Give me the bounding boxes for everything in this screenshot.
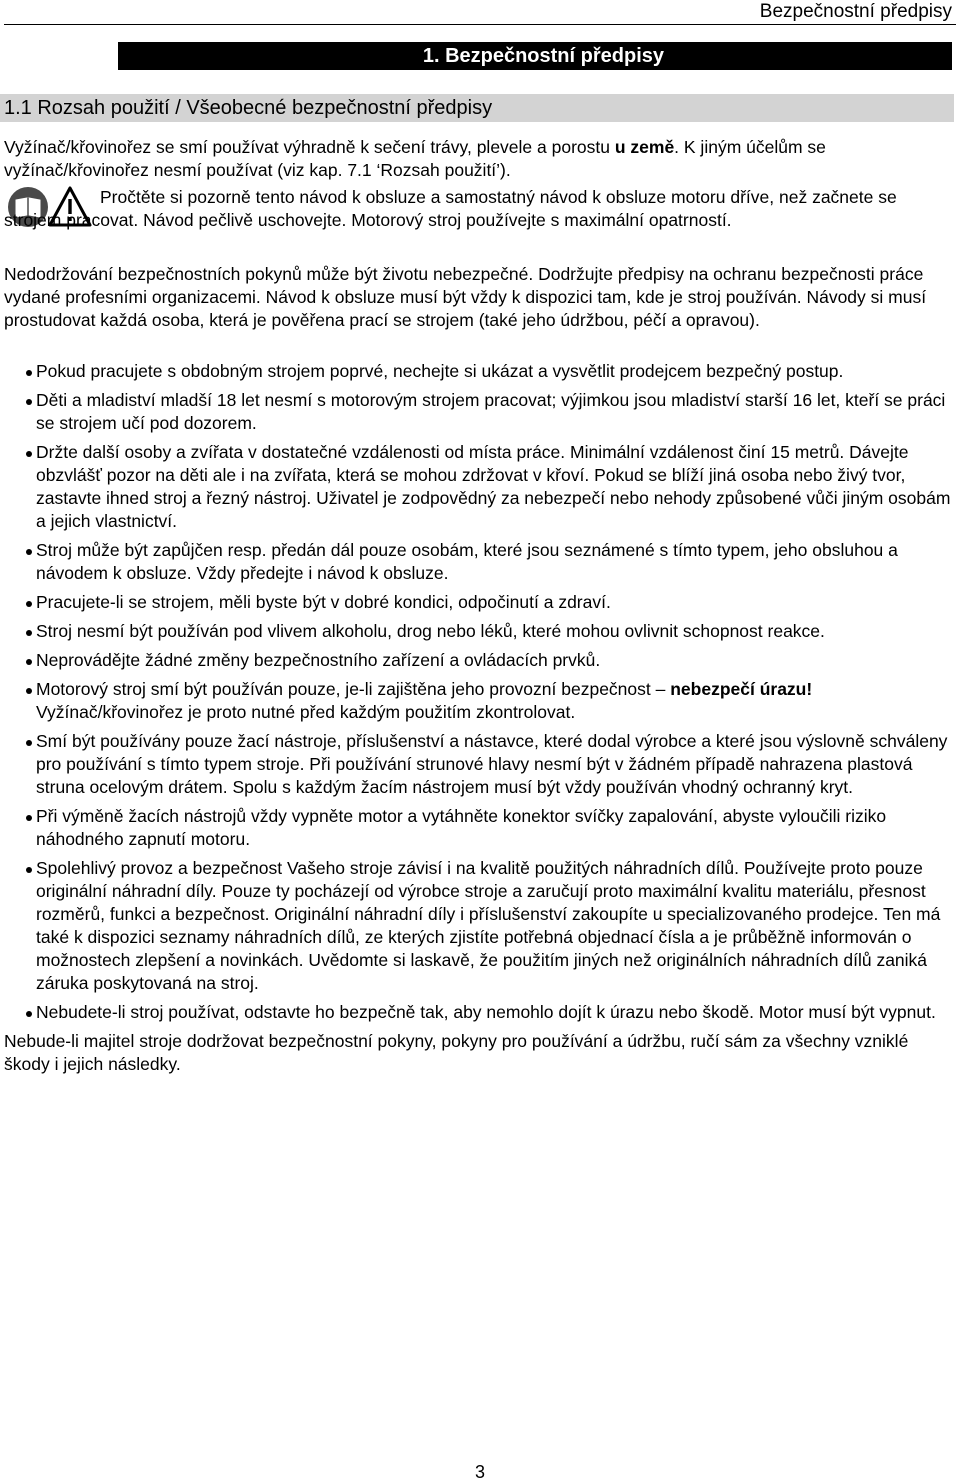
bullet-icon — [26, 740, 32, 746]
bullet-icon — [26, 370, 32, 376]
list-item: Pracujete-li se strojem, měli byste být v dobré kondici, odpočinutí a zdraví. — [4, 591, 954, 614]
intro-paragraph — [4, 136, 954, 182]
bullet-icon — [26, 815, 32, 821]
bullet-icon — [26, 451, 32, 457]
bullet-list — [4, 360, 954, 1076]
list-item: Neprovádějte žádné změny bezpečnostního zařízení a ovládacích prvků. — [4, 649, 954, 672]
bullet-icon — [26, 601, 32, 607]
bullet-icon — [26, 659, 32, 665]
warning-text: Pročtěte si pozorně tento návod k obsluze a samostatný návod k obsluze motoru dříve, než začnete se strojem pracovat. Návod pečlivě uschovejte. Motorový stroj používejte s maximální opatrností. — [4, 187, 897, 230]
list-item: Stroj může být zapůjčen resp. předán dál pouze osobám, které jsou seznámené s tímto typem, jeho obsluhou a návodem k obsluze. Vždy předejte i návod k obsluze. — [4, 539, 954, 585]
section-title: 1.1 Rozsah použití / Všeobecné bezpečnostní předpisy — [0, 94, 954, 122]
intro-text-2: . K jiným účelům se vyžínač/křovinořez nesmí používat (viz kap. 7.1 ‘Rozsah použití’). — [4, 137, 826, 180]
list-item: Držte další osoby a zvířata v dostatečné vzdálenosti od místa práce. Minimální vzdálenost činí 15 metrů. Dávejte obzvlášť pozor na děti ale i na zvířata, která se mohou zdržovat v křoví. Pokud se blíží jiná osoba nebo živý tvor, zastavte ihned stroj a řezný nástroj. Uživatel je zodpovědný za nebezpečí nebo nehody způsobené vůči jiným osobám a jejich vlastnictví. — [4, 441, 954, 533]
list-item: Stroj nesmí být používán pod vlivem alkoholu, drog nebo léků, které mohou ovlivnit schopnost reakce. — [4, 620, 954, 643]
list-item: Smí být používány pouze žací nástroje, příslušenství a nástavce, které dodal výrobce a které jsou výslovně schváleny pro používání s tímto typem stroje. Při používání strunové hlavy nesmí být v žádném případě nahrazena plastová struna ocelovým drátem. Spolu s každým žacím nástrojem musí být vždy používán vhodný ochranný kryt. — [4, 730, 954, 799]
list-item: Spolehlivý provoz a bezpečnost Vašeho stroje závisí i na kvalitě použitých náhradních dílů. Používejte proto pouze originální náhradní díly. Pouze ty pocházejí od výrobce stroje a zaručují proto maximální kvalitu materiálu, přesnost rozměrů, funkci a bezpečnost. Originální náhradní díly i příslušenství zakoupíte u specializovaného prodejce. Ten má také k dispozici seznamy náhradních dílů, ze kterých zjistíte potřebná objednací čísla a je průběžně informován o možnostech zlepšení a novinkách. Uvědomte si laskavě, že použitím jiných než originálních náhradních dílů zaniká záruka poskytovaná na stroj. — [4, 857, 954, 995]
danger-bold: nebezpečí úrazu! — [670, 679, 813, 699]
list-item: Děti a mladiství mladší 18 let nesmí s motorovým strojem pracovat; výjimkou jsou mladiství starší 16 let, kteří se práci se strojem učí pod dozorem. — [4, 389, 954, 435]
header-rule — [4, 24, 956, 25]
bullet-icon — [26, 1011, 32, 1017]
list-item: Při výměně žacích nástrojů vždy vypněte motor a vytáhněte konektor svíčky zapalování, abyste vyloučili riziko náhodného zapnutí motoru. — [4, 805, 954, 851]
chapter-title-bar — [118, 42, 952, 70]
intro-bold: u země — [614, 137, 675, 157]
list-item: Pokud pracujete s obdobným strojem poprvé, nechejte si ukázat a vysvětlit prodejcem bezpečný postup. — [4, 360, 954, 383]
intro-text-1: Vyžínač/křovinořez se smí používat výhradně k sečení trávy, plevele a porostu — [4, 137, 615, 157]
warning-paragraph — [4, 186, 954, 232]
bullet-icon — [26, 549, 32, 555]
chapter-title: 1. Bezpečnostní předpisy — [118, 42, 676, 70]
chapter-bar-fill — [676, 42, 952, 70]
paragraph-2 — [4, 263, 954, 332]
page-number: 3 — [474, 1462, 485, 1482]
bullet-icon — [26, 630, 32, 636]
bullet-icon — [26, 867, 32, 873]
bullet-icon — [26, 399, 32, 405]
list-item: Nebudete-li stroj používat, odstavte ho bezpečně tak, aby nemohlo dojít k úrazu nebo škodě. Motor musí být vypnut. — [4, 1001, 954, 1024]
closing-paragraph: Nebude-li majitel stroje dodržovat bezpečnostní pokyny, pokyny pro používání a údržbu, ručí sám za všechny vzniklé škody i jejich následky. — [4, 1031, 909, 1074]
bullet-icon — [26, 688, 32, 694]
running-header: Bezpečnostní předpisy — [759, 1, 952, 22]
paragraph-2-text: Nedodržování bezpečnostních pokynů může být životu nebezpečné. Dodržujte předpisy na ochranu bezpečnosti práce vydané profesními organizacemi. Návod k obsluze musí být vždy k dispozici tam, kde je stroj používán. Návody si musí prostudovat každá osoba, která je pověřena prací se strojem (také jeho údržbou, péčí a opravou). — [4, 264, 927, 330]
list-item: Motorový stroj smí být používán pouze, je-li zajištěna jeho provozní bezpečnost – nebezpečí úrazu! Vyžínač/křovinořez je proto nutné před každým použitím zkontrolovat. — [4, 678, 954, 724]
